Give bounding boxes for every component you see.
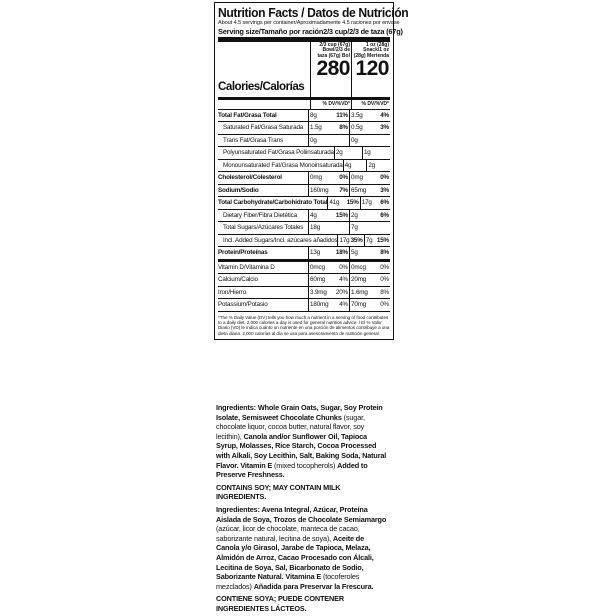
ingredients-en-part: (sugar, chocolate liquor, cocoa butter, natural flavor, soy lecithin), (216, 412, 365, 441)
column-bowl-header: 2/3 cup (67g) Bowl/2/3 de taza (67g) Bol (317, 41, 350, 59)
amount-bowl: 18g (308, 222, 334, 234)
contains-es: CONTIENE SOYA; PUEDE CONTENER INGREDIENTES LÁCTEOS. (216, 594, 344, 613)
dv-bowl (334, 222, 349, 234)
dv-snack: 0% (380, 276, 389, 284)
ingredients-es-part: Aceite de Canola y/o Girasol, Jarabe de Tapioca, Melaza, Almidón de Arroz, Cacao Procesado con Álcali, Lecitina de Soya, Sal, Bicarbonato de Sodio, Saborizante Natural. Vitamina E (216, 533, 374, 582)
nutrient-row (218, 147, 390, 160)
column-snack-header: 1 oz (28g) Snack/1 oz (28g) Merienda (353, 41, 389, 59)
dv-bowl (334, 135, 349, 147)
nutrient-row (218, 210, 390, 223)
dv-bowl: 18% (335, 249, 348, 257)
ingredients-en-part: (mixed tocopherols) (272, 460, 338, 470)
ingredients-en-part: Added to Preserve Freshness. (216, 460, 368, 480)
dv-header-bowl: % DV/%VD* (310, 100, 351, 109)
nutrient-row (218, 122, 390, 135)
serving-size-value: 2/3 cup/2/3 de taza (67g) (323, 26, 403, 36)
dv-snack: 8% (380, 249, 389, 257)
amount-snack: 20mg (349, 274, 375, 286)
nutrient-table (218, 110, 390, 262)
ingredients-es-part: (azúcar, licor de chocolate, manteca de cacao, saborizante natural, lecitina de soya), (216, 524, 360, 543)
dv-snack (375, 222, 390, 234)
dv-bowl: 11% (336, 111, 348, 119)
dv-snack (380, 147, 390, 159)
amount-snack: 2g (366, 160, 381, 172)
contains-en: CONTAINS SOY; MAY CONTAIN MILK INGREDIENTS. (216, 482, 341, 502)
dv-bowl: 15% (335, 211, 348, 219)
nutrient-row (218, 110, 390, 123)
dv-bowl: 0% (339, 263, 348, 271)
column-snack (351, 42, 390, 97)
amount-bowl: 41g (327, 197, 346, 209)
serving-size-label: Serving size/Tamaño por ración (218, 26, 324, 36)
dv-bowl: 0% (339, 174, 348, 182)
nutrient-name: Cholesterol/Colesterol (218, 174, 282, 182)
amount-bowl: 160mg (308, 185, 334, 197)
dv-bowl: 20% (335, 288, 348, 296)
dv-snack: 0% (380, 263, 389, 271)
ingredients-en-part: Ingredients: Whole Grain Oats, Sugar, Soy Protein Isolate, Semisweet Chocolate Chunks (216, 403, 383, 422)
amount-snack: 65mg (349, 185, 375, 197)
amount-snack: 7g (349, 222, 375, 234)
amount-bowl: 3.9mg (308, 287, 334, 299)
nutrient-name: Total Carbohydrate/Carbohidrato Total (218, 199, 328, 207)
serving-size (218, 26, 403, 36)
amount-snack: 7g (364, 235, 377, 247)
nutrient-name: Total Sugars/Azúcares Totales (223, 224, 304, 232)
dv-header-snack: % DV/%VD* (351, 100, 390, 109)
dv-snack (375, 135, 390, 147)
nutrient-name: Trans Fat/Grasa Trans (223, 136, 283, 144)
amount-snack: 0.5g (349, 122, 375, 134)
dv-snack (381, 160, 390, 172)
dv-bowl (352, 147, 362, 159)
nutrient-name: Sodium/Sodio (218, 186, 259, 194)
dv-snack: 0% (380, 174, 389, 182)
ingredients-en-part: Canola and/or Sunflower Oil, Tapioca Syrup, Molasses, Rice Starch, Cocoa Processed with Alkali, Soy Lecithin, Salt, Baking Soda, Natural Flavor. Vitamin E (216, 431, 387, 470)
nutrient-name: Incl. Added Sugars/Incl. azúcares añadidos (223, 236, 338, 244)
amount-snack: 70mg (349, 299, 375, 311)
amount-bowl: 13g (308, 247, 334, 259)
amount-snack: 0g (349, 135, 375, 147)
dv-snack: 0% (380, 301, 389, 309)
column-bowl (310, 42, 351, 97)
dv-snack: 6% (380, 211, 389, 219)
nutrient-row (218, 197, 390, 210)
ingredients-section (216, 403, 388, 616)
amount-bowl: 0mcg (308, 262, 334, 274)
amount-bowl: 17g (337, 235, 350, 247)
dv-bowl: 35% (350, 236, 363, 244)
calories-label: Calories/Calorías (218, 79, 305, 93)
dv-snack: 15% (376, 236, 389, 244)
dv-bowl: 8% (339, 124, 348, 132)
nutrient-name: Vitamin D/Vitamina D (218, 263, 275, 271)
nutrient-row (218, 160, 390, 173)
calories-snack: 120 (355, 57, 389, 81)
amount-bowl: 4g (343, 160, 358, 172)
ingredients-es-part: (tocoferoles mezclados) (216, 572, 360, 591)
nutrient-name: Monounsaturated Fat/Grasa Monoinsaturada (223, 161, 343, 169)
amount-snack: 5g (349, 247, 375, 259)
vitamin-row (218, 262, 390, 275)
dv-snack: 6% (380, 199, 389, 207)
nutrient-name: Protein/Proteínas (218, 249, 268, 257)
nutrient-row (218, 222, 390, 235)
allergen-english (216, 483, 388, 502)
dv-bowl: 7% (339, 186, 348, 194)
dv-snack: 4% (380, 111, 389, 119)
dv-snack: 3% (380, 186, 389, 194)
amount-bowl: 0g (308, 135, 334, 147)
amount-bowl: 180mg (308, 299, 334, 311)
dv-bowl: 4% (339, 301, 348, 309)
nutrient-row (218, 135, 390, 148)
calories-bowl: 280 (316, 57, 350, 81)
nutrient-row (218, 247, 390, 262)
vitamin-row (218, 287, 390, 300)
amount-bowl: 60mg (308, 274, 334, 286)
dv-snack: 8% (380, 288, 389, 296)
ingredients-spanish (216, 505, 388, 591)
dv-bowl: 15% (346, 199, 359, 207)
allergen-spanish (216, 594, 388, 613)
dv-bowl (358, 160, 367, 172)
nutrient-name: Polyunsaturated Fat/Grasa Poliinsaturada (223, 149, 334, 157)
ingredients-es-part: Ingredientes: Avena Integral, Azúcar, Proteína Aislada de Soya, Trozos de Chocolate Semiamargo (216, 504, 387, 524)
amount-bowl: 4g (308, 210, 334, 222)
nutrient-name: Dietary Fiber/Fibra Dietética (223, 211, 298, 219)
amount-snack: 1.6mg (349, 287, 375, 299)
vitamin-table (218, 262, 390, 312)
dv-bowl: 4% (339, 276, 348, 284)
vitamin-row (218, 274, 390, 287)
amount-bowl: 2g (334, 147, 352, 159)
dv-header-row (218, 100, 390, 110)
daily-value-footnote: *The % Daily Value (DV) tells you how much a nutrient in a serving of food contributes to a daily diet. 2,000 calories a day is used for general nutrition advice. / El % Valor Diario (VD) le indica cuánto un nutriente en una porción de alimentos contribuye a una dieta diaria. 2,000 calorías al día se usa para asesoramiento de nutrición general. (218, 314, 390, 336)
amount-snack: 0mcg (349, 262, 375, 274)
vitamin-row (218, 299, 390, 312)
amount-snack: 2g (349, 210, 375, 222)
nutrient-name: Potassium/Potasio (218, 301, 268, 309)
label-title: Nutrition Facts / Datos de Nutrición (218, 5, 409, 20)
amount-snack: 1g (362, 147, 380, 159)
amount-bowl: 1.5g (308, 122, 334, 134)
nutrient-row (218, 235, 390, 248)
nutrient-row (218, 185, 390, 198)
nutrient-name: Iron/Hierro (218, 288, 247, 296)
amount-bowl: 0mg (308, 172, 334, 184)
amount-snack: 0mg (349, 172, 375, 184)
nutrient-row (218, 172, 390, 185)
amount-snack: 3.5g (349, 110, 375, 122)
calories-block (218, 42, 390, 100)
nutrition-facts-panel (214, 2, 409, 340)
servings-per-container: About 4.5 servings per container/Aproximadamente 4.5 raciones por envase (218, 20, 400, 26)
amount-snack: 17g (360, 197, 379, 209)
ingredients-es-part: Añadida para Preservar la Frescura. (253, 581, 374, 591)
nutrient-name: Total Fat/Grasa Total (218, 111, 277, 119)
amount-bowl: 8g (308, 110, 334, 122)
dv-snack: 3% (380, 124, 389, 132)
ingredients-english (216, 403, 388, 480)
nutrient-name: Saturated Fat/Grasa Saturada (223, 124, 304, 132)
nutrient-name: Calcium/Calcio (218, 276, 258, 284)
